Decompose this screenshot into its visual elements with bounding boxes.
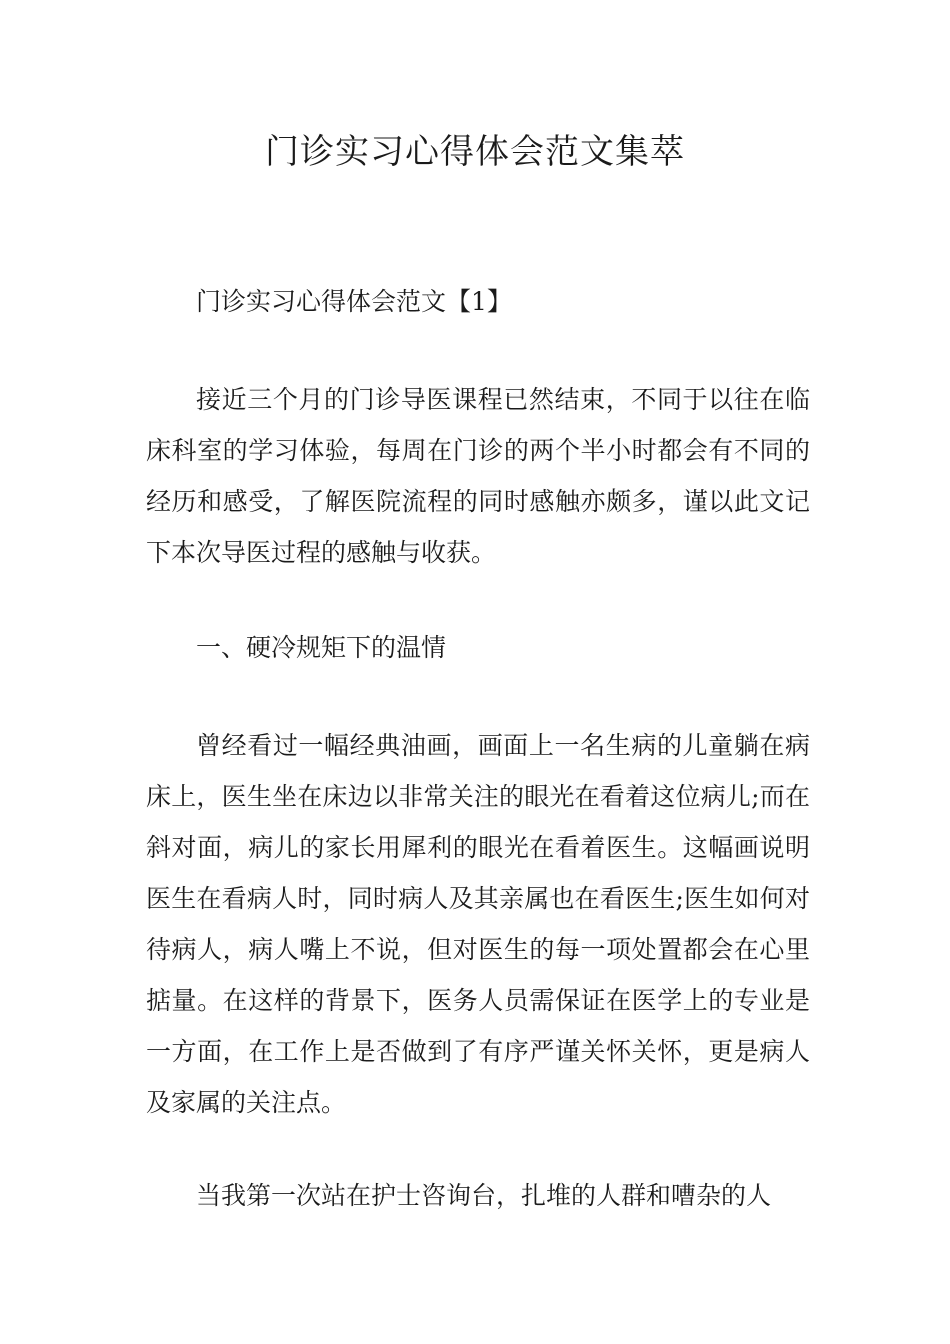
document-title: 门诊实习心得体会范文集萃	[265, 132, 685, 172]
subheading-warmth: 一、硬冷规矩下的温情	[196, 633, 447, 662]
paragraph-oil-painting: 曾经看过一幅经典油画，画面上一名生病的儿童躺在病床上，医生坐在床边以非常关注的眼光在看着这位病儿;而在斜对面，病儿的家长用犀利的眼光在看着医生。这幅画说明医生在看病人时，同时病人及其亲属也在看医生;医生如何对待病人，病人嘴上不说，但对医生的每一项处置都会在心里掂量。在这样的背景下，医务人员需保证在医学上的专业是一方面，在工作上是否做到了有序严谨关怀关怀，更是病人及家属的关注点。	[146, 731, 810, 1117]
paragraph-intro: 接近三个月的门诊导医课程已然结束，不同于以往在临床科室的学习体验，每周在门诊的两个半小时都会有不同的经历和感受，了解医院流程的同时感触亦颇多，谨以此文记下本次导医过程的感触与收获。	[146, 385, 810, 567]
section-title: 门诊实习心得体会范文【1】	[196, 287, 512, 316]
paragraph-consult-desk: 当我第一次站在护士咨询台，扎堆的人群和嘈杂的人	[196, 1181, 772, 1210]
